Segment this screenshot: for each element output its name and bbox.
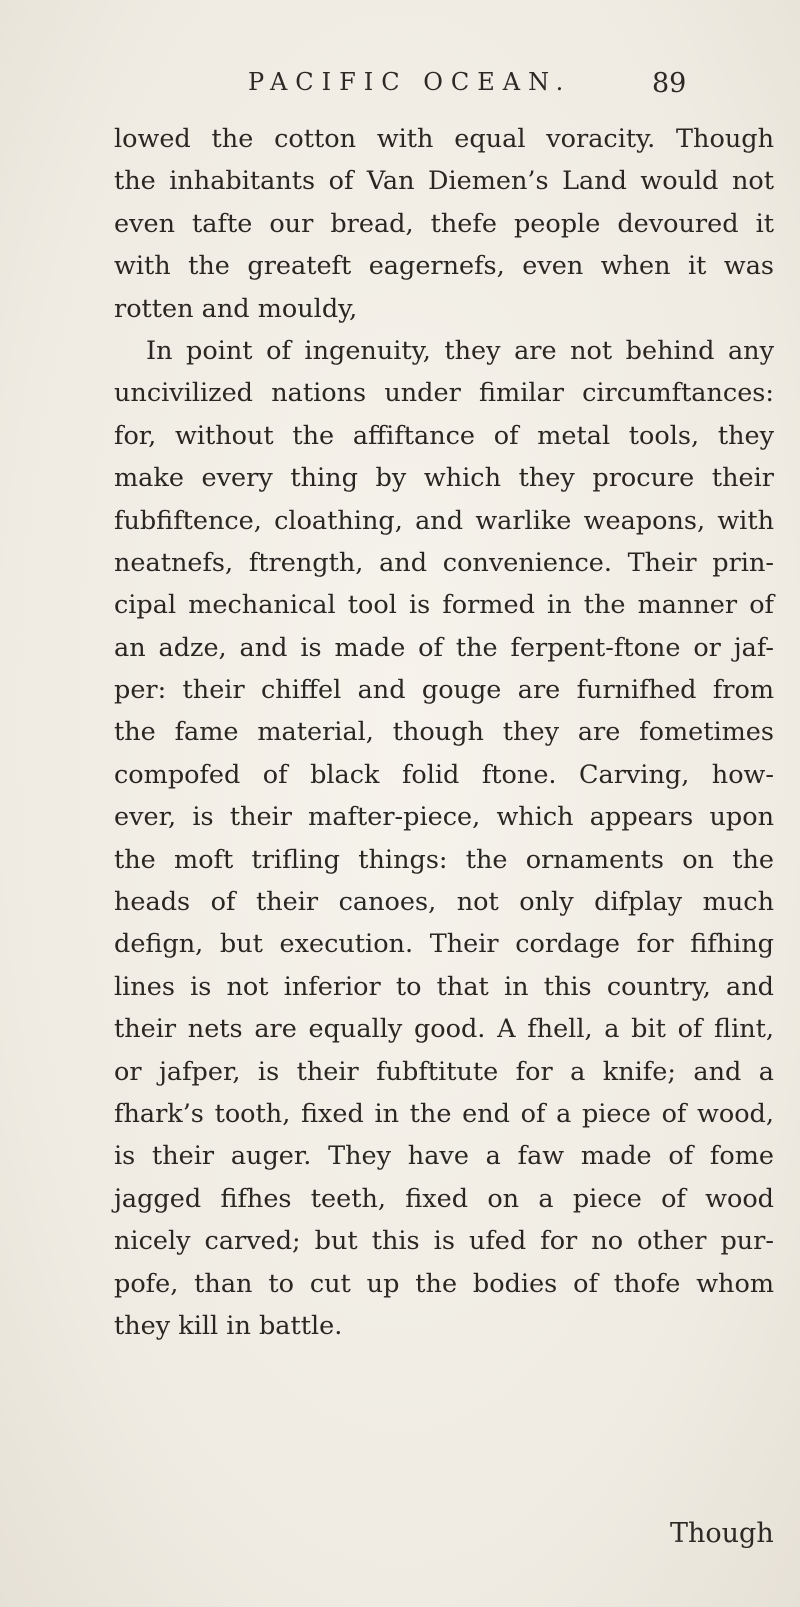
text-line: fubfiftence, cloathing, and warlike weapons, with <box>114 505 774 536</box>
text-line: the fame material, though they are fometimes <box>114 717 774 748</box>
text-line: heads of their canoes, not only difplay much <box>114 887 774 918</box>
page-header <box>0 68 800 118</box>
catchword: Though <box>670 1518 774 1549</box>
text-line: In point of ingenuity, they are not behind any <box>146 335 774 366</box>
text-line: compofed of black folid ftone. Carving, how- <box>114 759 774 790</box>
text-line: jagged fifhes teeth, fixed on a piece of wood <box>114 1183 774 1214</box>
text-line: the inhabitants of Van Diemen’s Land would not <box>114 166 774 197</box>
text-line: fhark’s tooth, fixed in the end of a piece of wood, <box>114 1098 774 1129</box>
running-head: PACIFIC OCEAN. <box>248 68 572 96</box>
text-line: per: their chiffel and gouge are furnifhed from <box>114 675 774 706</box>
text-line: is their auger. They have a faw made of fome <box>114 1141 774 1172</box>
text-line: defign, but execution. Their cordage for fifhing <box>114 929 774 960</box>
text-line: for, without the affiftance of metal tools, they <box>114 420 774 451</box>
text-line: or jafper, is their fubftitute for a knife; and a <box>114 1056 774 1087</box>
text-line: neatnefs, ftrength, and convenience. Their prin- <box>114 547 774 578</box>
text-line: lowed the cotton with equal voracity. Though <box>114 124 774 154</box>
text-line: pofe, than to cut up the bodies of thofe whom <box>114 1268 774 1299</box>
text-line: uncivilized nations under fimilar circumftances: <box>114 378 774 409</box>
text-line: with the greateft eagernefs, even when it was <box>114 251 774 282</box>
text-line: an adze, and is made of the ferpent-ftone or jaf- <box>114 632 774 663</box>
text-line: rotten and mouldy, <box>114 293 358 324</box>
text-line: nicely carved; but this is ufed for no other pur- <box>114 1226 774 1257</box>
body-text <box>114 118 774 1347</box>
page-number: 89 <box>652 68 687 99</box>
text-line: the moft trifling things: the ornaments on the <box>114 844 774 875</box>
text-line: cipal mechanical tool is formed in the manner of <box>114 590 774 621</box>
text-line: lines is not inferior to that in this country, and <box>114 971 774 1002</box>
text-line: their nets are equally good. A fhell, a bit of flint, <box>114 1014 774 1045</box>
text-line: ever, is their mafter-piece, which appears upon <box>114 802 774 833</box>
text-line: make every thing by which they procure their <box>114 463 774 494</box>
text-line: they kill in battle. <box>114 1310 343 1341</box>
text-line: even tafte our bread, thefe people devoured it <box>114 208 774 239</box>
